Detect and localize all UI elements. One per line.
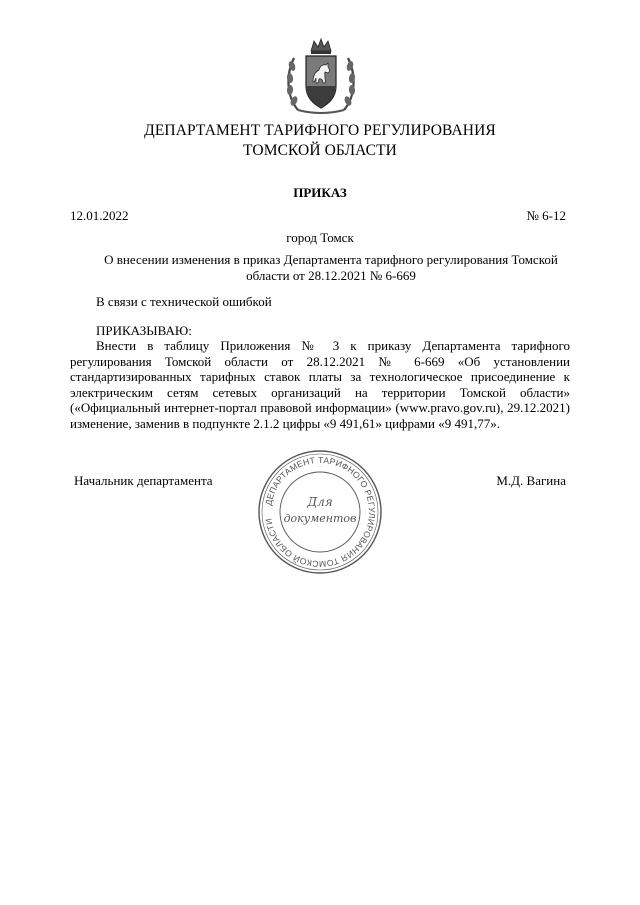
order-number: № 6-12 (526, 208, 566, 223)
order-subject-line2: области от 28.12.2021 № 6-669 (246, 268, 416, 283)
order-date: 12.01.2022 (70, 208, 129, 223)
order-subject-line1: О внесении изменения в приказ Департамента тарифного регулирования Томской (104, 252, 558, 267)
orders-word: ПРИКАЗЫВАЮ: (96, 323, 192, 338)
order-body-text: Внести в таблицу Приложения № 3 к приказу Департамента тарифного регулирования Томской области от 28.12.2021 № 6-669 «Об установлении стандартизированных тарифных ставок платы за технологическое присоединение к электрическим сетям сетевых организаций на территории Томской области» («Официальный интернет-портал правовой информации» (www.pravo.gov.ru), 29.12.2021) изменение, заменив в подпункте 2.1.2 цифры «9 491,61» цифрами «9 491,77». (70, 338, 570, 431)
signatory-name: М.Д. Вагина (496, 473, 566, 488)
coat-of-arms-icon (284, 36, 358, 116)
stamp-center-line1: Для (307, 495, 333, 509)
stamp-ring-text: ДЕПАРТАМЕНТ ТАРИФНОГО РЕГУЛИРОВАНИЯ ТОМСКОЙ ОБЛАСТИ (263, 454, 378, 570)
order-reason: В связи с технической ошибкой (96, 294, 272, 309)
order-subject (96, 252, 566, 284)
signatory-position: Начальник департамента (74, 473, 213, 488)
department-name (0, 121, 640, 161)
order-title: ПРИКАЗ (293, 185, 347, 200)
department-name-line1: ДЕПАРТАМЕНТ ТАРИФНОГО РЕГУЛИРОВАНИЯ (144, 122, 496, 139)
stamp-center-line2: документов (283, 512, 357, 525)
official-stamp (256, 448, 384, 576)
department-name-line2: ТОМСКОЙ ОБЛАСТИ (243, 142, 397, 159)
order-city: город Томск (286, 230, 354, 245)
